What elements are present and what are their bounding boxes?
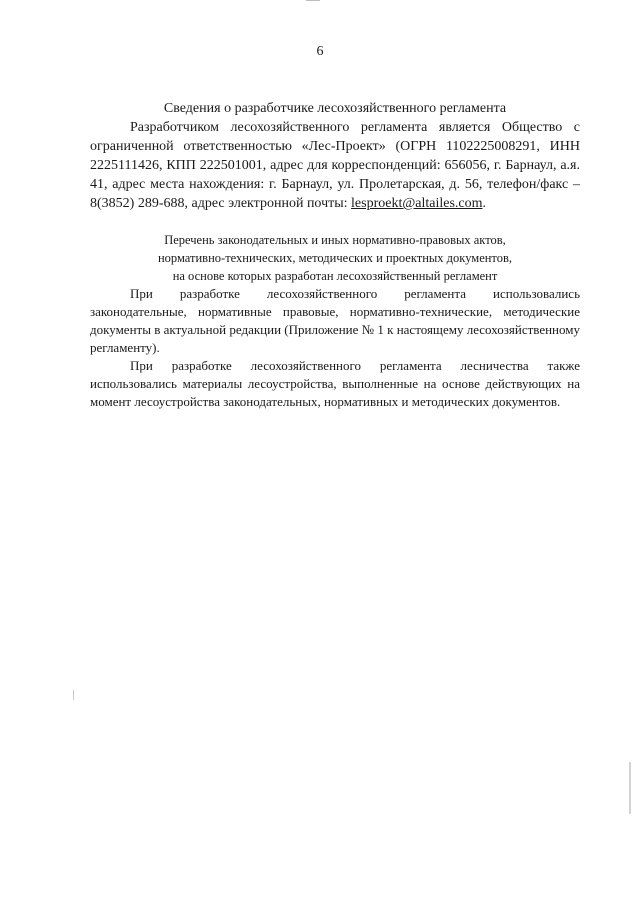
- document-body: [90, 99, 580, 411]
- documents-paragraph-1: При разработке лесохозяйственного регламента использовались законодательные, нормативные правовые, нормативно-технические, методические документы в актуальной редакции (Приложение № 1 к настоящему лесохозяйственному регламенту).: [90, 286, 580, 355]
- developer-email-link[interactable]: lesproekt@altailes.com: [351, 196, 483, 211]
- documents-heading-line-1: Перечень законодательных и иных нормативно-правовых актов,: [164, 233, 506, 247]
- documents-heading-line-3: на основе которых разработан лесохозяйственный регламент: [172, 269, 498, 283]
- developer-section-heading: Сведения о разработчике лесохозяйственного регламента: [163, 101, 507, 116]
- page-number: 6: [316, 44, 324, 59]
- developer-info-text: Разработчиком лесохозяйственного регламента является Общество с ограниченной ответственностью «Лес-Проект» (ОГРН 1102225008291, ИНН 2225111426, КПП 222501001, адрес для корреспонденций: 656056, г. Барнаул, а.я. 41, адрес места нахождения: г. Барнаул, ул. Пролетарская, д. 56, телефон/факс – 8(3852) 289-688, адрес электронной почты:: [90, 120, 580, 211]
- documents-heading-line-2: нормативно-технических, методических и проектных документов,: [157, 251, 513, 265]
- section-gap: [90, 213, 580, 231]
- scan-mark-right: [629, 762, 631, 814]
- developer-info-end: .: [482, 196, 486, 211]
- scan-mark-left: [73, 690, 74, 700]
- scan-mark-top: [306, 0, 320, 1]
- developer-info-paragraph: [90, 118, 580, 213]
- documents-paragraph-2: При разработке лесохозяйственного регламента лесничества также использовались материалы лесоустройства, выполненные на основе действующих на момент лесоустройства законодательных, нормативных и методических документов.: [90, 358, 580, 409]
